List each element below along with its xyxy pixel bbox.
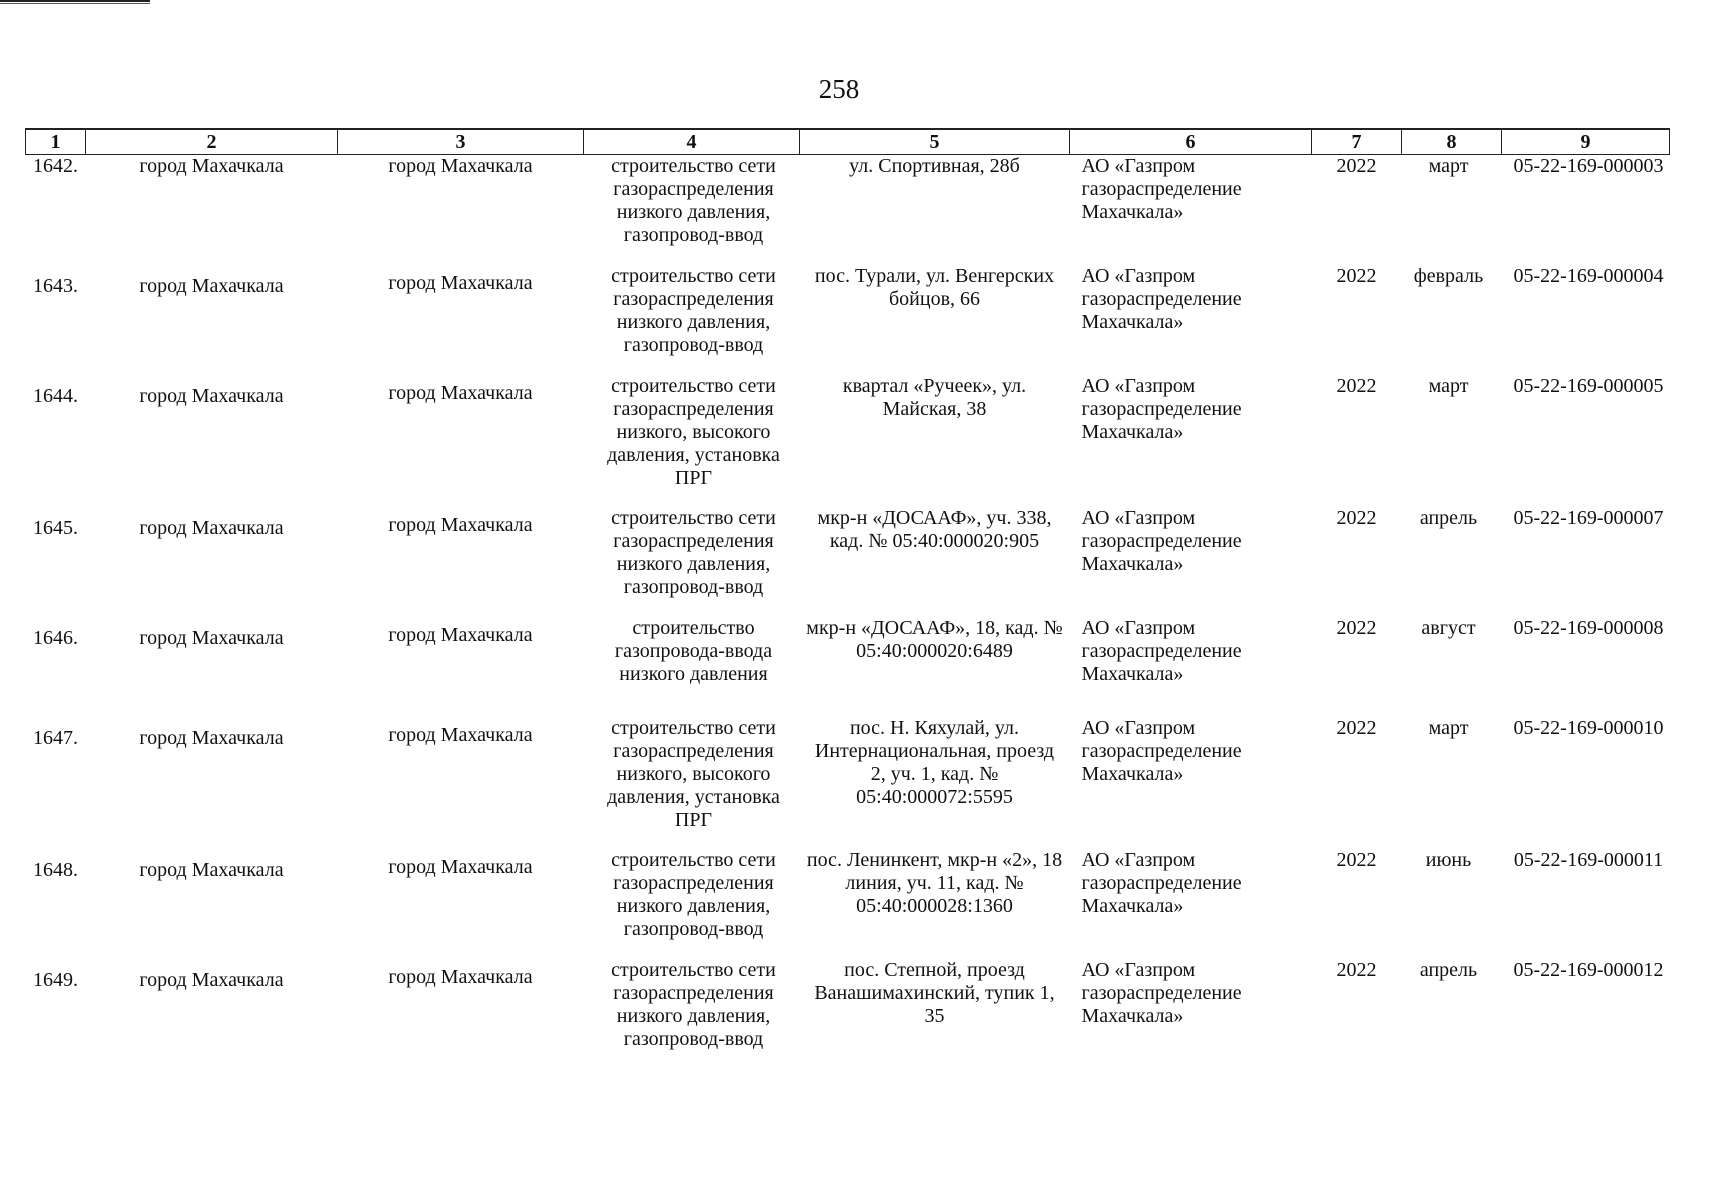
settlement-cell: город Махачкала	[139, 858, 284, 881]
organization-cell: АО «Газпром газораспределение Махачкала»	[1081, 716, 1242, 785]
column-header-7: 7	[1312, 129, 1402, 155]
organization-cell: АО «Газпром газораспределение Махачкала»	[1081, 958, 1242, 1027]
column-header-9: 9	[1502, 129, 1670, 155]
month-cell: июнь	[1425, 848, 1472, 871]
organization-cell: АО «Газпром газораспределение Махачкала»	[1081, 616, 1242, 685]
organization-cell: АО «Газпром газораспределение Махачкала»	[1081, 264, 1242, 333]
column-header-6: 6	[1070, 129, 1312, 155]
year-cell: 2022	[1336, 506, 1377, 529]
column-header-3: 3	[338, 129, 584, 155]
organization-cell: АО «Газпром газораспределение Махачкала»	[1081, 506, 1242, 575]
column-header-5: 5	[800, 129, 1070, 155]
address-cell: мкр-н «ДОСААФ», уч. 338, кад. № 05:40:000020:905	[817, 506, 1052, 552]
month-cell: март	[1428, 716, 1469, 739]
settlement-cell: город Махачкала	[139, 726, 284, 749]
district-cell: город Махачкала	[388, 381, 533, 404]
work-description-cell: строительство сети газораспределения низкого давления, газопровод-ввод	[611, 264, 776, 356]
month-cell: август	[1421, 616, 1476, 639]
table-row	[26, 155, 1670, 265]
work-description-cell: строительство сети газораспределения низкого давления, газопровод-ввод	[611, 958, 776, 1050]
month-cell: март	[1428, 374, 1469, 397]
year-cell: 2022	[1336, 716, 1377, 739]
row-number: 1646.	[33, 626, 78, 649]
organization-cell: АО «Газпром газораспределение Махачкала»	[1081, 848, 1242, 917]
month-cell: апрель	[1419, 958, 1478, 981]
district-cell: город Махачкала	[388, 155, 533, 177]
registration-code-cell: 05-22-169-000007	[1513, 506, 1664, 529]
column-header-8: 8	[1402, 129, 1502, 155]
year-cell: 2022	[1336, 616, 1377, 639]
settlement-cell: город Махачкала	[139, 626, 284, 649]
row-number: 1645.	[33, 516, 78, 539]
scan-edge-line-secondary	[0, 3, 150, 4]
table-row	[26, 849, 1670, 959]
settlement-cell: город Махачкала	[139, 155, 284, 177]
row-number: 1649.	[33, 968, 78, 991]
district-cell: город Махачкала	[388, 723, 533, 746]
work-description-cell: строительство сети газораспределения низкого, высокого давления, установка ПРГ	[607, 374, 780, 489]
column-header-4: 4	[584, 129, 800, 155]
registration-code-cell: 05-22-169-000004	[1513, 264, 1664, 287]
district-cell: город Махачкала	[388, 965, 533, 988]
address-cell: квартал «Ручеек», ул. Майская, 38	[842, 374, 1027, 420]
table-header-row	[26, 129, 1670, 155]
column-header-1: 1	[26, 129, 86, 155]
district-cell: город Махачкала	[388, 513, 533, 536]
registration-code-cell: 05-22-169-000012	[1513, 958, 1664, 981]
row-number: 1647.	[33, 726, 78, 749]
row-number: 1642.	[33, 155, 78, 177]
registration-code-cell: 05-22-169-000008	[1513, 616, 1664, 639]
address-cell: пос. Турали, ул. Венгерских бойцов, 66	[814, 264, 1055, 310]
settlement-cell: город Махачкала	[139, 384, 284, 407]
registration-code-cell: 05-22-169-000005	[1513, 374, 1664, 397]
address-cell: мкр-н «ДОСААФ», 18, кад. № 05:40:000020:6489	[806, 616, 1063, 662]
table-row	[26, 265, 1670, 375]
organization-cell: АО «Газпром газораспределение Махачкала»	[1081, 374, 1242, 443]
registration-code-cell: 05-22-169-000003	[1513, 155, 1664, 177]
work-description-cell: строительство сети газораспределения низкого, высокого давления, установка ПРГ	[607, 716, 780, 831]
table-row	[26, 959, 1670, 1069]
settlement-cell: город Махачкала	[139, 968, 284, 991]
year-cell: 2022	[1336, 264, 1377, 287]
scan-edge-line	[0, 0, 150, 2]
column-header-2: 2	[86, 129, 338, 155]
row-number: 1644.	[33, 384, 78, 407]
month-cell: февраль	[1413, 264, 1484, 287]
table-row	[26, 717, 1670, 849]
settlement-cell: город Махачкала	[139, 516, 284, 539]
organization-cell: АО «Газпром газораспределение Махачкала»	[1081, 155, 1242, 223]
address-cell: ул. Спортивная, 28б	[849, 155, 1020, 177]
work-description-cell: строительство сети газораспределения низкого давления, газопровод-ввод	[611, 155, 776, 246]
settlement-cell: город Махачкала	[139, 274, 284, 297]
table-row	[26, 375, 1670, 507]
district-cell: город Махачкала	[388, 271, 533, 294]
registration-code-cell: 05-22-169-000010	[1513, 716, 1664, 739]
month-cell: март	[1428, 155, 1469, 177]
table-row	[26, 617, 1670, 717]
year-cell: 2022	[1336, 155, 1377, 177]
row-number: 1648.	[33, 858, 78, 881]
month-cell: апрель	[1419, 506, 1478, 529]
year-cell: 2022	[1336, 848, 1377, 871]
row-number: 1643.	[33, 274, 78, 297]
address-cell: пос. Н. Кяхулай, ул. Интернациональная, проезд 2, уч. 1, кад. № 05:40:000072:5595	[814, 716, 1055, 808]
district-cell: город Махачкала	[388, 855, 533, 878]
register-table	[25, 128, 1670, 1069]
work-description-cell: строительство сети газораспределения низкого давления, газопровод-ввод	[611, 848, 776, 940]
year-cell: 2022	[1336, 374, 1377, 397]
address-cell: пос. Ленинкент, мкр-н «2», 18 линия, уч. 11, кад. № 05:40:000028:1360	[806, 848, 1063, 917]
district-cell: город Махачкала	[388, 623, 533, 646]
registration-code-cell: 05-22-169-000011	[1513, 848, 1664, 871]
address-cell: пос. Степной, проезд Ванашимахинский, тупик 1, 35	[814, 958, 1055, 1027]
page-number: 258	[818, 74, 860, 104]
work-description-cell: строительство сети газораспределения низкого давления, газопровод-ввод	[611, 506, 776, 598]
work-description-cell: строительство газопровода-ввода низкого давления	[614, 616, 773, 685]
table-row	[26, 507, 1670, 617]
year-cell: 2022	[1336, 958, 1377, 981]
